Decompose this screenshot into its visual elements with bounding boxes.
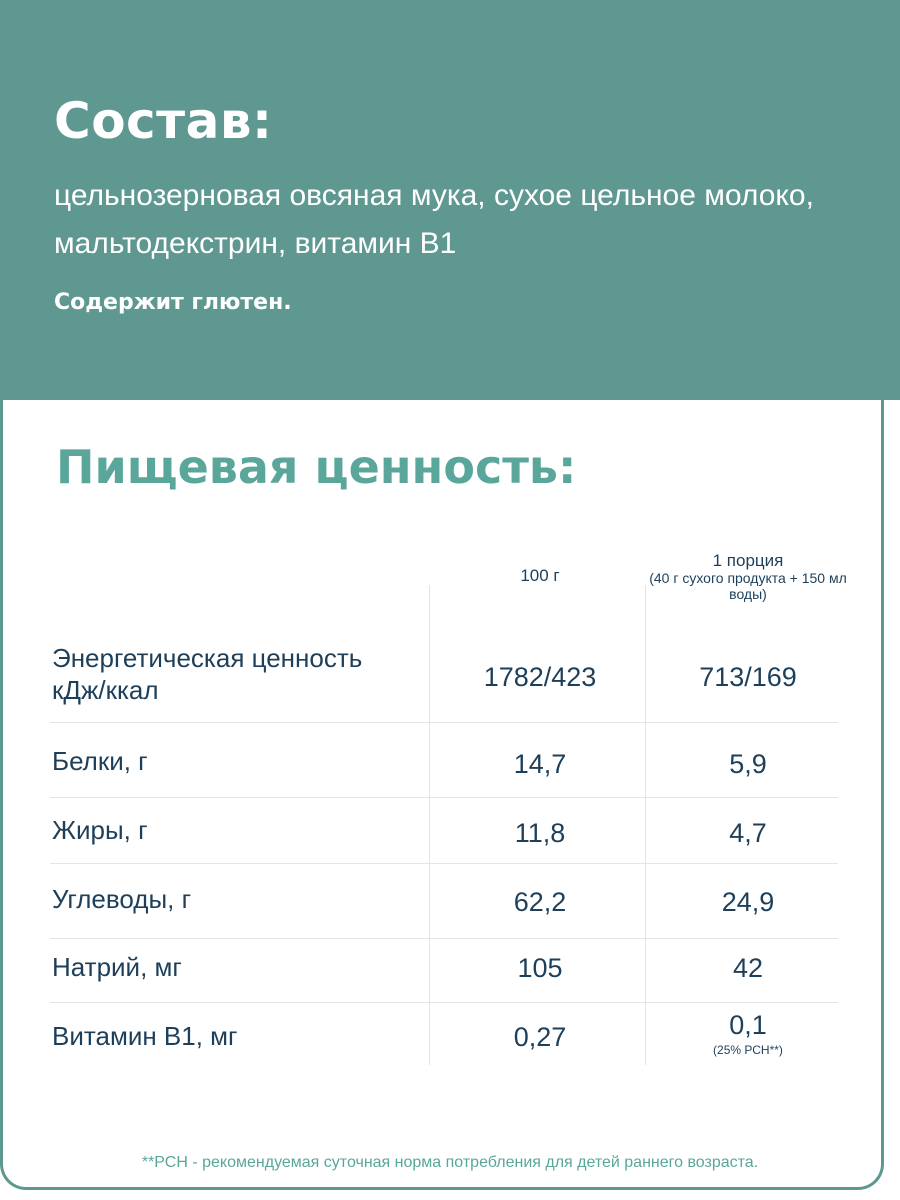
value-100g: 62,2 (513, 887, 567, 917)
column-header-100g: 100 г (520, 566, 560, 585)
value-portion: 4,7 (729, 818, 767, 848)
nutrition-title: Пищевая ценность: (56, 440, 577, 494)
table-row (50, 814, 838, 859)
row-divider (50, 938, 838, 939)
value-portion: 713/169 (699, 662, 797, 692)
allergen-note: Содержит глютен. (54, 290, 292, 315)
portion-subtitle: (40 г сухого продукта + 150 мл воды) (649, 570, 847, 602)
value-note: (25% РСН**) (713, 1043, 783, 1057)
value-100g: 0,27 (513, 1022, 567, 1052)
row-label: Белки, г (52, 746, 148, 776)
row-label: Жиры, г (52, 815, 148, 845)
value-100g: 14,7 (513, 749, 567, 779)
value-portion: 0,1 (729, 1010, 767, 1040)
row-divider (50, 1002, 838, 1003)
composition-panel (0, 0, 900, 400)
ingredients-text: цельнозерновая овсяная мука, сухое цельное молоко, мальтодекстрин, витамин B1 (54, 179, 814, 260)
row-label: Натрий, мг (52, 952, 182, 982)
row-label: Энергетическая ценность кДж/ккал (52, 643, 363, 705)
value-portion: 42 (732, 953, 764, 983)
table-row (50, 642, 838, 722)
footnote: **РСН - рекомендуемая суточная норма потребления для детей раннего возраста. (141, 1154, 759, 1171)
table-row (50, 1012, 838, 1072)
row-label: Витамин В1, мг (52, 1021, 238, 1051)
value-portion-cell (648, 1010, 848, 1057)
column-header-portion (648, 552, 848, 602)
row-divider (50, 863, 838, 864)
value-portion: 5,9 (729, 749, 767, 779)
value-100g: 105 (517, 953, 563, 983)
row-label: Углеводы, г (52, 884, 192, 914)
value-portion: 24,9 (721, 887, 775, 917)
table-row (50, 883, 838, 928)
composition-title: Состав: (54, 92, 273, 150)
table-row (50, 951, 838, 996)
table-row (50, 745, 838, 795)
row-divider (50, 722, 838, 723)
value-100g: 1782/423 (483, 662, 597, 692)
portion-title: 1 порция (712, 551, 784, 570)
row-divider (50, 797, 838, 798)
value-100g: 11,8 (514, 818, 566, 848)
